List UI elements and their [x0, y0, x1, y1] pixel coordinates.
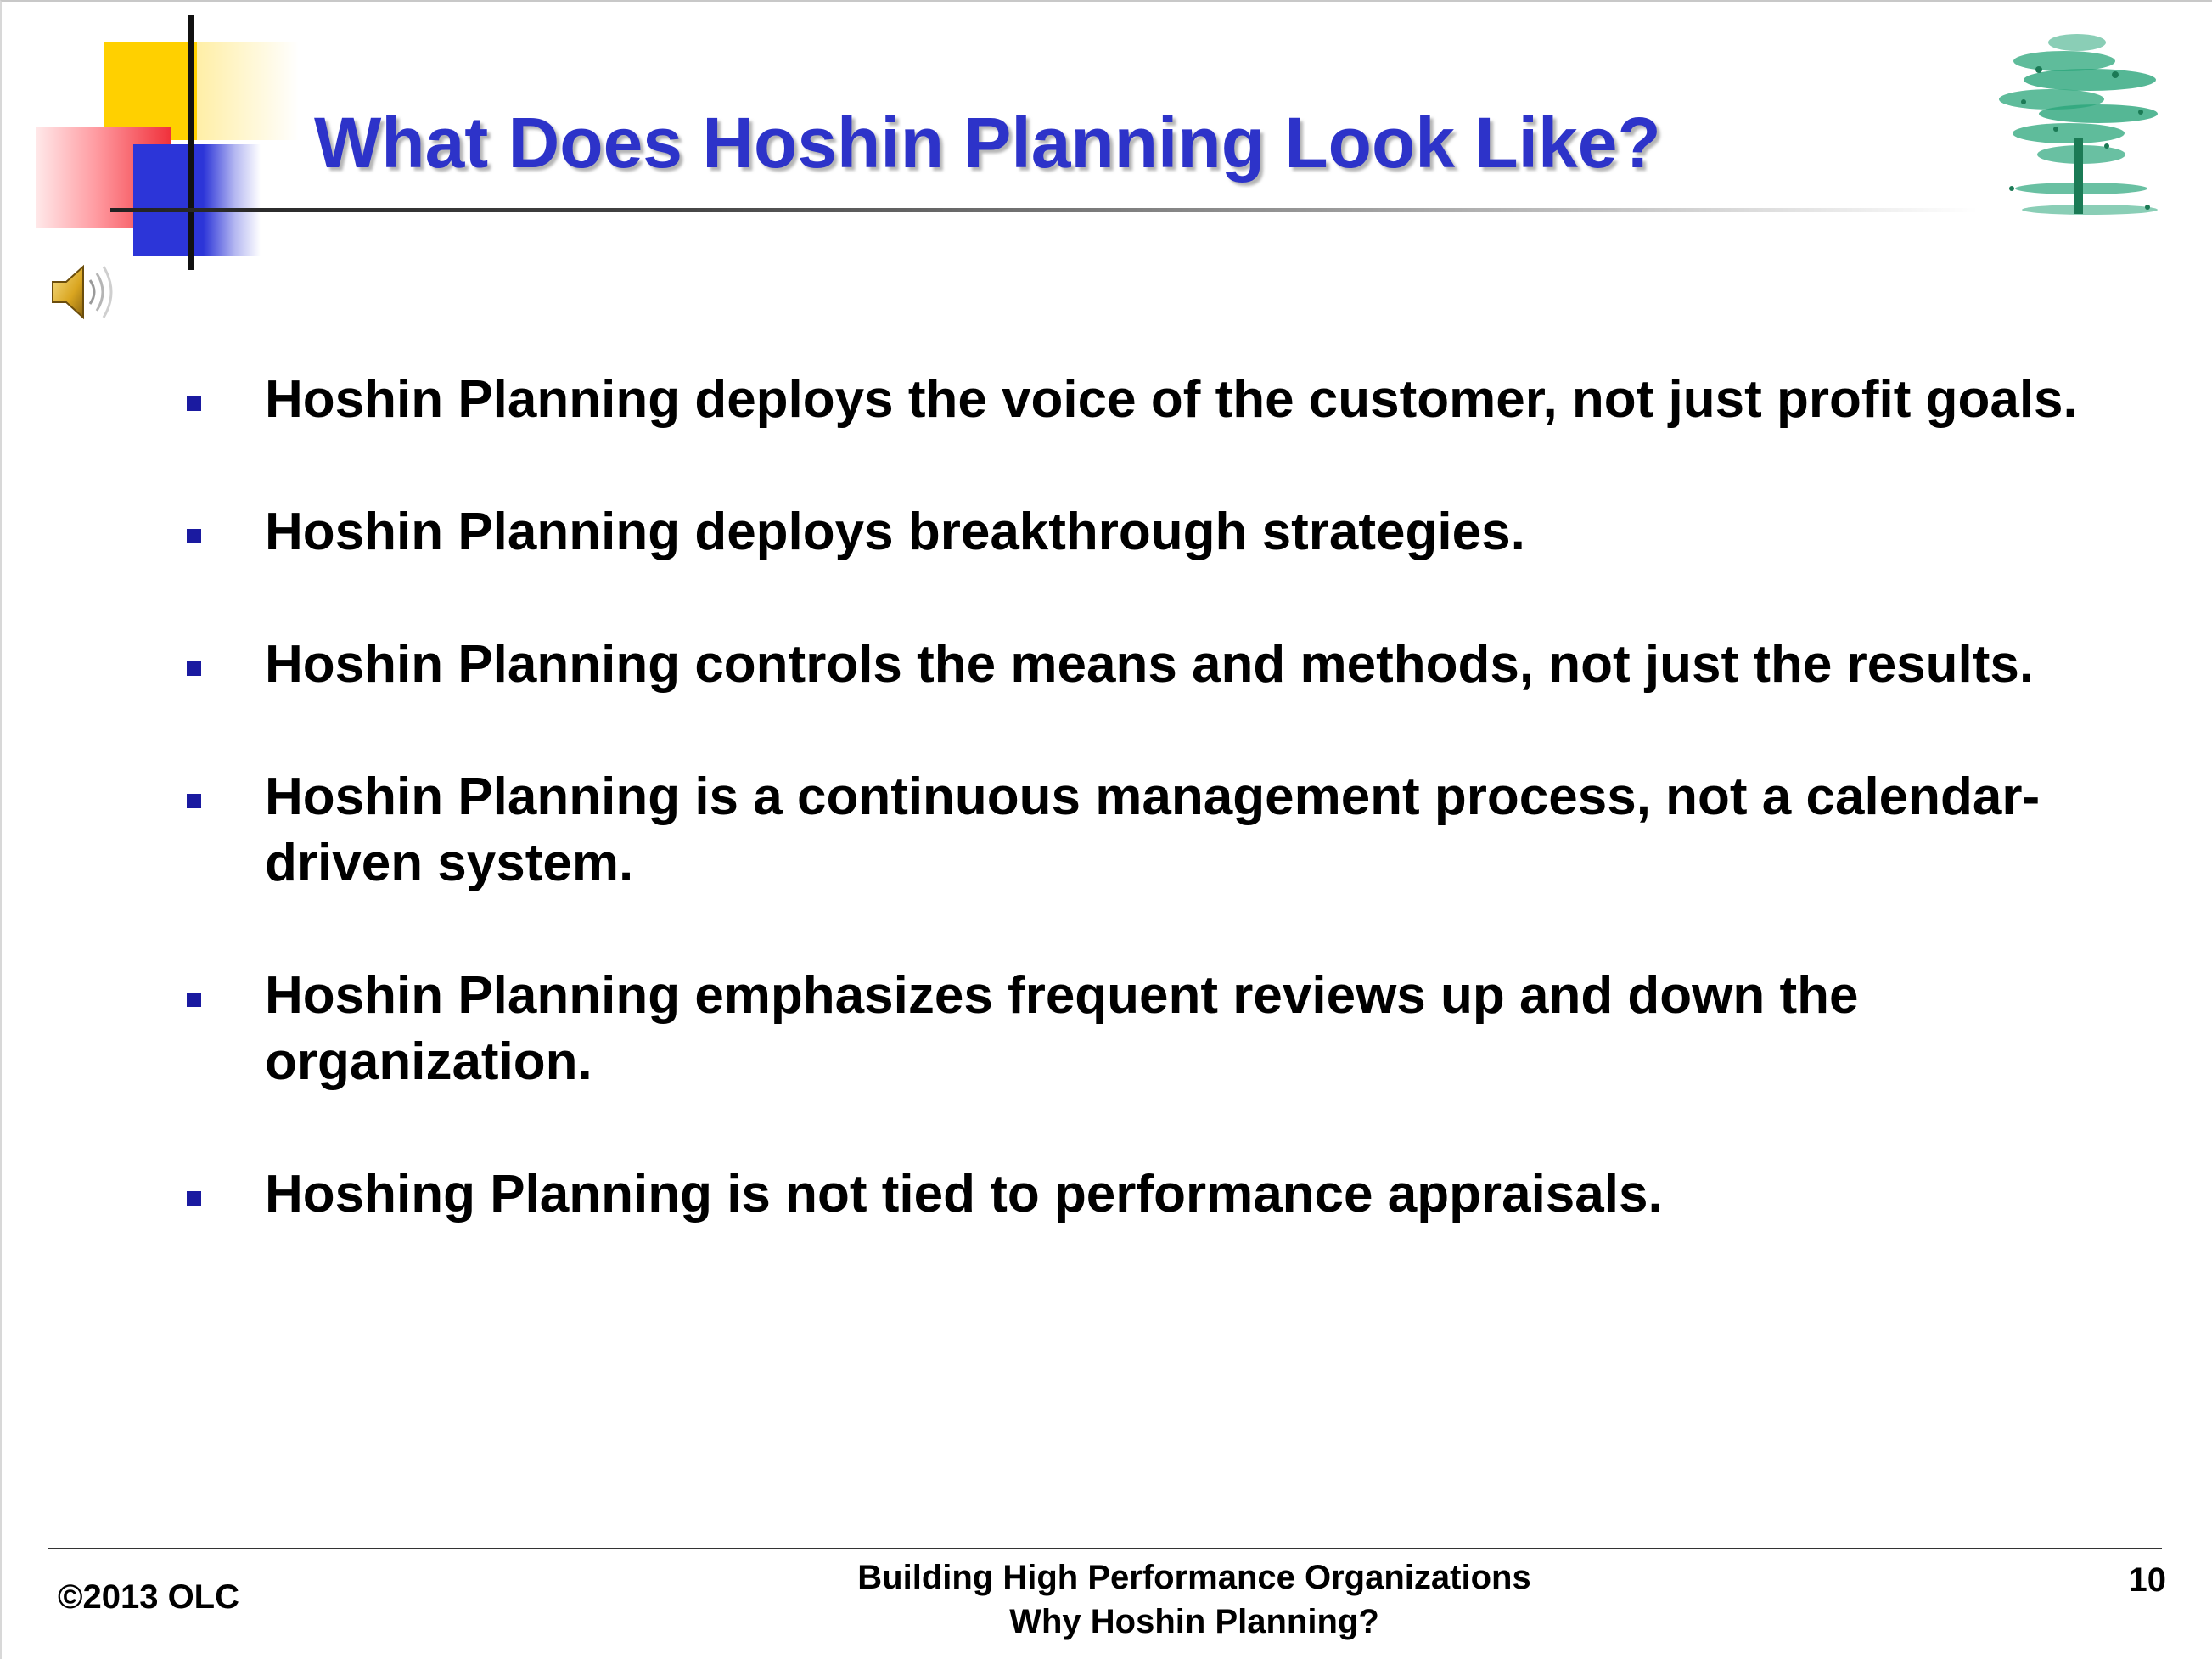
- square-bullet-icon: [187, 529, 201, 543]
- bullet-text: Hoshin Planning deploys breakthrough strategies.: [265, 503, 1525, 561]
- slide-title: What Does Hoshin Planning Look Like?: [314, 103, 1661, 183]
- bullet-text: Hoshin Planning is a continuous management process, not a calendar-driven system.: [265, 768, 2041, 892]
- bullet-text: Hoshin Planning controls the means and methods, not just the results.: [265, 635, 2035, 694]
- list-item: [180, 764, 2090, 897]
- list-item: [180, 1161, 2090, 1228]
- footer-course-title: Building High Performance Organizations: [857, 1559, 1531, 1596]
- square-bullet-icon: [187, 794, 201, 808]
- decor-yellow-glow: [197, 42, 299, 140]
- bullet-text: Hoshin Planning deploys the voice of the customer, not just profit goals.: [265, 370, 2078, 429]
- list-item: [180, 367, 2090, 433]
- bullet-text: Hoshing Planning is not tied to performance appraisals.: [265, 1165, 1663, 1223]
- footer-title: [749, 1555, 1640, 1644]
- decor-vertical-line: [188, 15, 194, 270]
- footer-copyright: ©2013 OLC: [58, 1578, 240, 1616]
- footer-divider: [48, 1548, 2162, 1549]
- square-bullet-icon: [187, 993, 201, 1007]
- list-item: [180, 963, 2090, 1095]
- square-bullet-icon: [187, 661, 201, 676]
- page-number: 10: [2128, 1561, 2166, 1599]
- decor-blue-block: [133, 144, 261, 256]
- speaker-icon[interactable]: [46, 256, 122, 328]
- bullet-list: [180, 367, 2090, 1294]
- list-item: [180, 632, 2090, 698]
- square-bullet-icon: [187, 1191, 201, 1206]
- tree-logo-icon: [1979, 19, 2175, 231]
- bullet-text: Hoshin Planning emphasizes frequent reviews up and down the organization.: [265, 966, 1859, 1091]
- square-bullet-icon: [187, 396, 201, 411]
- footer-section-title: Why Hoshin Planning?: [1009, 1603, 1379, 1640]
- list-item: [180, 499, 2090, 565]
- decor-yellow-block: [104, 42, 197, 140]
- title-underline: [110, 208, 1978, 212]
